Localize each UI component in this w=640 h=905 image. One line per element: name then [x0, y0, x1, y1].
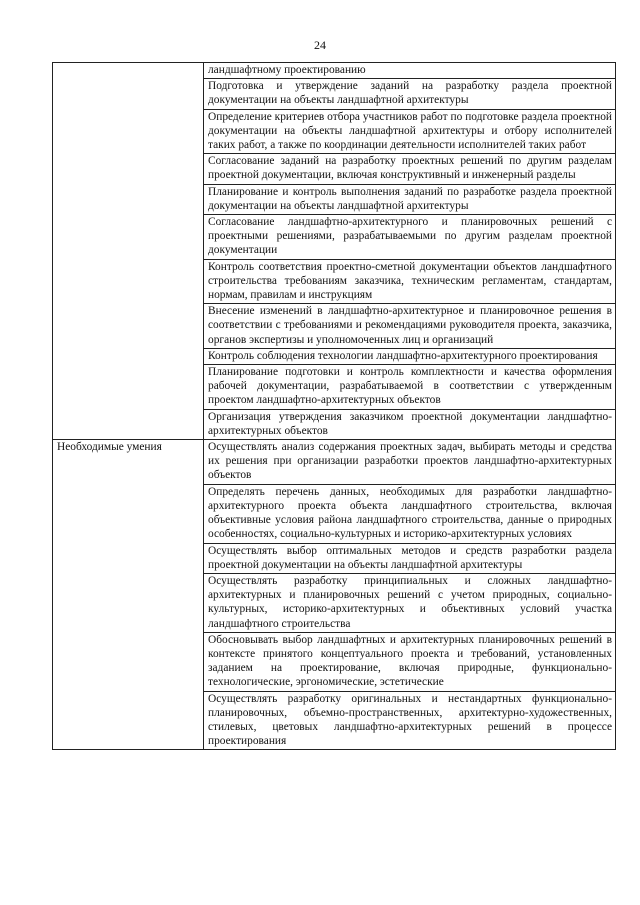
requirements-table: [52, 62, 616, 750]
table-body: [53, 63, 616, 750]
row-text: ландшафтному проектированию: [204, 63, 616, 79]
row-text: Согласование ландшафтно-архитектурного и планировочных решений с проектными решениями, разрабатываемыми по другим разделам проектной документации: [204, 215, 616, 260]
row-label-empty: [53, 63, 204, 440]
row-text: Согласование заданий на разработку проектных решений по другим разделам проектной документации, включая конструктивный и инженерный разделы: [204, 154, 616, 184]
row-text: Планирование подготовки и контроль комплектности и качества оформления рабочей документации, разрабатываемой в соответствии с утвержденным проектом ландшафтно-архитектурных объектов: [204, 365, 616, 410]
row-text: Обосновывать выбор ландшафтных и архитектурных планировочных решений в контексте принятого концептуального проекта и требований, установленных заданием на проектирование, включая природные, функционально-технологические, эргономические, эстетические: [204, 632, 616, 691]
row-text: Осуществлять разработку принципиальных и сложных ландшафтно-архитектурных и планировочных решений с учетом природных, социально-культурных, историко-архитектурных и объективных условий участка ландшафтного строительства: [204, 573, 616, 632]
row-text: Контроль соответствия проектно-сметной документации объектов ландшафтного строительства требованиям заказчика, техническим регламентам, стандартам, нормам, правилам и инструкциям: [204, 259, 616, 304]
row-text: Осуществлять выбор оптимальных методов и средств разработки раздела проектной документации на объекты ландшафтной архитектуры: [204, 543, 616, 573]
row-label-required-skills: Необходимые умения: [53, 440, 204, 750]
row-text: Осуществлять разработку оригинальных и нестандартных функционально-планировочных, объемно-пространственных, архитектурно-художественных, стилевых, цветовых ландшафтно-архитектурных решений в процессе проектирования: [204, 691, 616, 750]
row-text: Планирование и контроль выполнения заданий по разработке раздела проектной документации на объекты ландшафтной архитектуры: [204, 184, 616, 214]
table-row: [53, 440, 616, 485]
row-text: Организация утверждения заказчиком проектной документации ландшафтно-архитектурных объектов: [204, 409, 616, 439]
table-row: [53, 63, 616, 79]
row-text: Контроль соблюдения технологии ландшафтно-архитектурного проектирования: [204, 348, 616, 364]
page-number: 24: [314, 38, 326, 52]
row-text: Определение критериев отбора участников работ по подготовке раздела проектной документации на объекты ландшафтной архитектуры и отбору исполнителей таких работ, а также по координации деятельности исполнителей таких работ: [204, 109, 616, 154]
row-text: Подготовка и утверждение заданий на разработку раздела проектной документации на объекты ландшафтной архитектуры: [204, 79, 616, 109]
row-text: Внесение изменений в ландшафтно-архитектурное и планировочное решения в соответствии с требованиями и рекомендациями руководителя проекта, заказчика, органов экспертизы и уполномоченных лиц и организаций: [204, 304, 616, 349]
row-text: Определять перечень данных, необходимых для разработки ландшафтно-архитектурного проекта объекта ландшафтного строительства, включая объективные условия района ландшафтного строительства, данные о природных особенностях, социально-культурных и историко-архитектурных условиях: [204, 484, 616, 543]
row-text: Осуществлять анализ содержания проектных задач, выбирать методы и средства их решения при организации разработки проектов ландшафтно-архитектурных объектов: [204, 440, 616, 485]
